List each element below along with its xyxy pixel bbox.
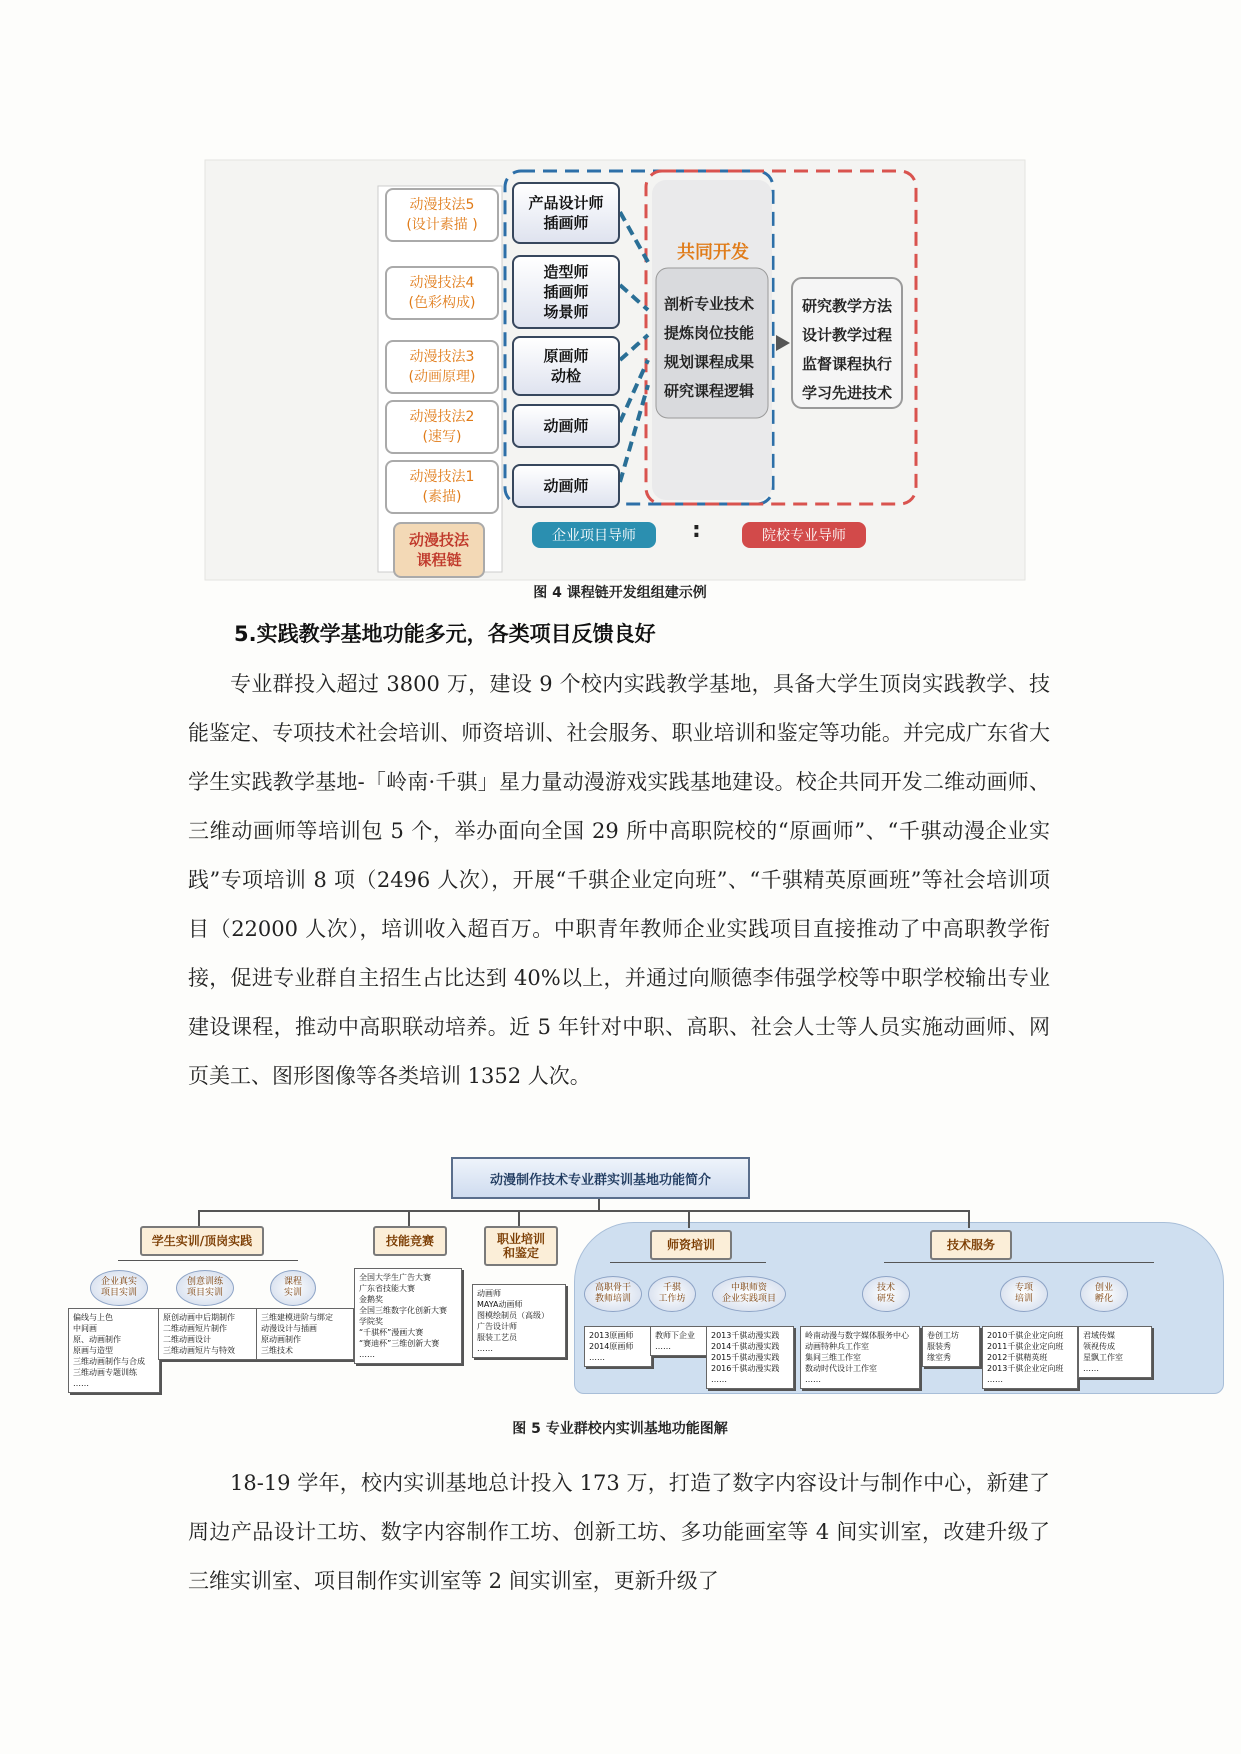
oval-course-training: 课程 实训 [270,1270,316,1306]
tech-level-1: 动漫技法1 (素描) [385,460,499,514]
tech-level-4: 动漫技法4 (色彩构成) [385,266,499,320]
list-creative-training: 原创动画中后期制作 二维动画短片制作 二维动画设计 三维动画短片与特效 [158,1308,258,1360]
role-animator-a: 动画师 [512,404,620,448]
figure-5-caption: 图 5 专业群校内实训基地功能图解 [512,1421,728,1437]
list-core-teacher: 2013原画师 2014原画师 …… [584,1326,652,1367]
school-item: 设计教学过程 [802,326,893,344]
list-special-training: 2010千骐企业定向班 2011千骐企业定向班 2012千骐精英班 2013千骐企业定向班 …… [982,1326,1078,1389]
connector [968,1210,970,1228]
school-item: 研究教学方法 [802,297,893,315]
joint-item: 剖析专业技术 [664,295,755,313]
tech-level-5: 动漫技法5 (设计素描 ) [385,188,499,242]
list-startup-incubation: 君域传媒 领视传成 星飘工作室 …… [1078,1326,1152,1378]
oval-secondary-teacher: 中职师资 企业实践项目 [712,1276,786,1312]
tech-level-3: 动漫技法3 (动画原理) [385,340,499,394]
enterprise-mentor-label: 企业项目导师 [532,522,656,548]
figure-5-title: 动漫制作技术专业群实训基地功能简介 [451,1157,750,1199]
list-tech-rd: 岭南动漫与数字媒体服务中心 动画特种兵工作室 集间三维工作室 数动时代设计工作室 …… [800,1326,920,1389]
connector [118,1260,298,1261]
paragraph-1: 专业群投入超过 3800 万，建设 9 个校内实践教学基地，具备大学生顶岗实践教学、技能鉴定、专项技术社会培训、师资培训、社会服务、职业培训和鉴定等功能。并完成广东省大学生实践教学基地-「岭南·千骐」星力量动漫游戏实践基地建设。校企共同开发二维动画师、三维动画师等培训包 5 个，举办面向全国 29 所中高职院校的“原画师”、“千骐动漫企业实践”专项培训 8 项（2496 人次），开展“千骐企业定向班”、“千骐精英原画班”等社会培训项目（22000 人次），培训收入超百万。中职青年教师企业实践项目直接推动了中高职教学衔接，促进专业群自主招生占比达到 40%以上，并通过向顺德李伟强学校等中职学校输出专业建设课程，推动中高职联动培养。近 5 年针对中职、高职、社会人士等人员实施动画师、网页美工、图形图像等各类培训 1352 人次。 [188,672,1050,1088]
school-items [802,292,892,408]
oval-enterprise-project: 企业真实 项目实训 [90,1270,148,1306]
role-key-animator: 原画师 动检 [512,336,620,396]
list-fashion-workshop: 卷创工坊 服装秀 缘室秀 [922,1326,980,1367]
oval-creative-training: 创意训练 项目实训 [176,1270,234,1306]
list-secondary-teacher: 2013千骐动漫实践 2014千骐动漫实践 2015千骐动漫实践 2016千骐动漫实践 …… [706,1326,794,1389]
role-modeler: 造型师 插画师 场景师 [512,255,620,329]
category-skill-contest: 技能竞赛 [373,1226,447,1256]
list-skill-contest: 全国大学生广告大赛 广东省技能大赛 金鹅奖 全国三维数字化创新大赛 学院奖 “千骐杯”漫画大赛 “赛迪杯”三维创新大赛 …… [354,1268,462,1364]
category-vocational-training: 职业培训 和鉴定 [484,1226,558,1266]
joint-dev-title: 共同开发 [677,242,749,263]
joint-item: 规划课程成果 [664,353,755,371]
oval-qianqi-workshop: 千骐 工作坊 [648,1276,696,1312]
oval-startup-incubation: 创业 孵化 [1080,1276,1128,1312]
joint-items [664,290,754,406]
figure-4-frame [0,0,1241,600]
connector [198,1210,968,1212]
tech-level-2: 动漫技法2 (速写) [385,400,499,454]
oval-core-teacher: 高职骨干 教师培训 [584,1276,642,1312]
category-technical-service: 技术服务 [930,1230,1012,1260]
school-mentor-label: 院校专业导师 [742,522,866,548]
course-chain-label: 动漫技法 课程链 [393,522,485,578]
list-qianqi-workshop: 教师下企业 …… [650,1326,708,1356]
connector [688,1210,690,1228]
paragraph-2: 18-19 学年，校内实训基地总计投入 173 万，打造了数字内容设计与制作中心，新建了周边产品设计工坊、数字内容制作工坊、创新工坊、多功能画室等 4 间实训室，改建升级了三维实训室、项目制作实训室等 2 间实训室，更新升级了 [188,1471,1050,1593]
joint-item: 提炼岗位技能 [664,324,755,342]
separator-colon: : [692,518,701,543]
category-teacher-training: 师资培训 [650,1230,732,1260]
section-heading: 5.实践教学基地功能多元，各类项目反馈良好 [234,622,656,646]
joint-item: 研究课程逻辑 [664,382,755,400]
connector [884,1262,1154,1263]
oval-special-training: 专项 培训 [1000,1276,1048,1312]
role-product-designer: 产品设计师 插画师 [512,182,620,244]
category-student-practice: 学生实训/顶岗实践 [140,1226,264,1256]
role-animator-b: 动画师 [512,464,620,508]
school-item: 监督课程执行 [802,355,893,373]
school-item: 学习先进技术 [802,384,893,402]
list-vocational-training: 动画师 MAYA动画师 图模绘制员（高级） 广告设计师 服装工艺员 …… [472,1284,566,1358]
oval-tech-rd: 技术 研发 [862,1276,910,1312]
figure-4-caption: 图 4 课程链开发组组建示例 [533,585,707,601]
list-enterprise-project: 偏线与上色 中间画 原、动画制作 原画与造型 三维动画制作与合成 三维动画专题训练 …… [68,1308,160,1393]
list-course-training: 三维建模进阶与绑定 动漫设计与插画 原动画制作 三维技术 [256,1308,354,1360]
connector [610,1262,766,1263]
